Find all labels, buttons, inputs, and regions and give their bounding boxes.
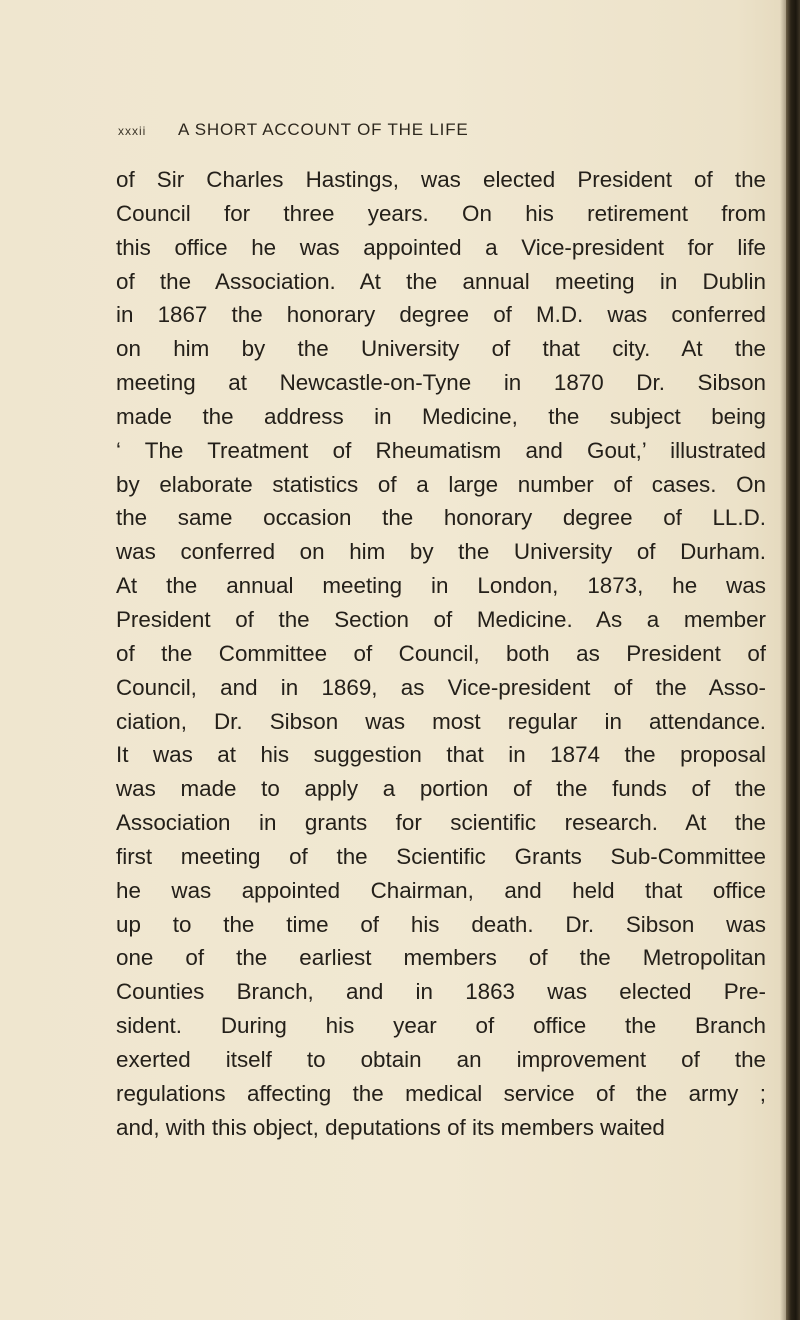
text-line: regulations affecting the medical service of the army ; xyxy=(116,1080,766,1106)
text-line: sident. During his year of office the Branch xyxy=(116,1013,766,1039)
text-line: Council, and in 1869, as Vice-president of the Asso- xyxy=(116,674,766,700)
body-text xyxy=(116,163,766,1144)
text-line: of the Association. At the annual meeting in Dublin xyxy=(116,268,766,294)
text-line: on him by the University of that city. At the xyxy=(116,336,766,362)
text-line: was made to apply a portion of the funds of the xyxy=(116,776,766,802)
text-line: this office he was appointed a Vice-president for life xyxy=(116,234,766,260)
text-line: up to the time of his death. Dr. Sibson was xyxy=(116,911,766,937)
running-title: A SHORT ACCOUNT OF THE LIFE xyxy=(178,120,469,139)
text-line: ciation, Dr. Sibson was most regular in attendance. xyxy=(116,708,766,734)
text-line: At the annual meeting in London, 1873, he was xyxy=(116,573,766,599)
text-line: was conferred on him by the University of Durham. xyxy=(116,539,766,565)
text-line: made the address in Medicine, the subject being xyxy=(116,403,766,429)
text-line: exerted itself to obtain an improvement of the xyxy=(116,1046,766,1072)
text-line: ‘ The Treatment of Rheumatism and Gout,’ illustrated xyxy=(116,437,766,463)
running-head xyxy=(118,120,718,144)
text-line: the same occasion the honorary degree of LL.D. xyxy=(116,505,766,531)
text-line: of Sir Charles Hastings, was elected President of the xyxy=(116,167,766,192)
text-line: Association in grants for scientific research. At the xyxy=(116,810,766,836)
text-line: by elaborate statistics of a large number of cases. On xyxy=(116,471,766,497)
text-line: he was appointed Chairman, and held that office xyxy=(116,877,766,903)
text-line: in 1867 the honorary degree of M.D. was conferred xyxy=(116,302,766,328)
text-line: first meeting of the Scientific Grants Sub-Committee xyxy=(116,843,766,869)
page-edge xyxy=(786,0,800,1320)
text-line: It was at his suggestion that in 1874 the proposal xyxy=(116,742,766,768)
text-line: one of the earliest members of the Metropolitan xyxy=(116,945,766,971)
page-number: xxxii xyxy=(118,124,147,138)
text-line: meeting at Newcastle-on-Tyne in 1870 Dr. Sibson xyxy=(116,370,766,396)
text-line: of the Committee of Council, both as President of xyxy=(116,640,766,666)
text-line: Council for three years. On his retirement from xyxy=(116,200,766,226)
text-line: President of the Section of Medicine. As a member xyxy=(116,606,766,632)
text-line: and, with this object, deputations of its members waited xyxy=(116,1114,665,1140)
text-line: Counties Branch, and in 1863 was elected Pre- xyxy=(116,979,766,1005)
